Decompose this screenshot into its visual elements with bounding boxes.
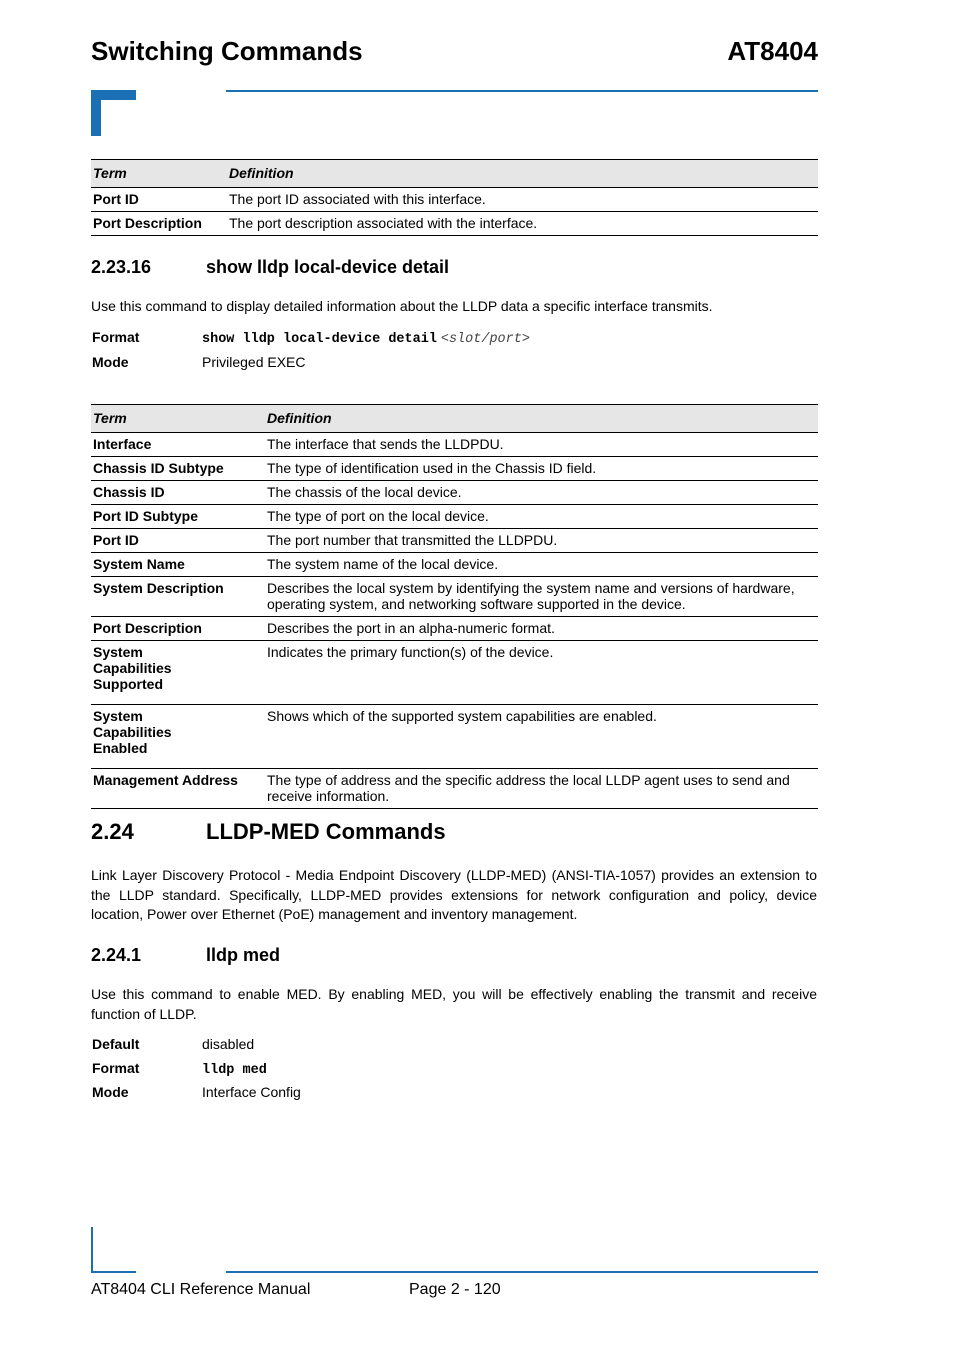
page-header-title: Switching Commands — [91, 36, 363, 66]
format-label: Format — [92, 329, 140, 345]
table-row — [91, 553, 818, 577]
section-title-2-23-16: show lldp local-device detail — [206, 257, 450, 277]
section-title-2-24-1: lldp med — [206, 945, 281, 965]
table-row — [91, 188, 818, 212]
format-value — [202, 329, 530, 347]
section-title-2-24: LLDP-MED Commands — [206, 819, 446, 844]
term-cell: System Capabilities Enabled — [91, 705, 265, 769]
table-row — [91, 433, 818, 457]
table-row — [91, 641, 818, 705]
section-intro-2-24: Link Layer Discovery Protocol - Media Endpoint Discovery (LLDP-MED) (ANSI-TIA-1057) provides an extension to the LLDP standard. Specifically, LLDP-MED provides extensions for network configuration and policy, device location, Power over Ethernet (PoE) management and inventory management. — [91, 867, 817, 922]
mode-value: Privileged EXEC — [202, 354, 306, 370]
term-cell: Management Address — [91, 769, 265, 809]
definition-cell: The type of port on the local device. — [265, 505, 818, 529]
footer-logo-horizontal — [91, 1271, 136, 1273]
table-row — [91, 212, 818, 236]
default-label: Default — [92, 1036, 140, 1052]
format-value — [202, 1060, 267, 1078]
table-row — [91, 481, 818, 505]
command-argument: <slot/port> — [440, 332, 530, 347]
definition-cell: The chassis of the local device. — [265, 481, 818, 505]
table-header-row — [91, 405, 818, 433]
term-cell: Interface — [91, 433, 265, 457]
definition-table-2 — [91, 404, 818, 809]
term-cell: Port ID Subtype — [91, 505, 265, 529]
table-row — [91, 577, 818, 617]
section-intro-2-24-1: Use this command to enable MED. By enabling MED, you will be effectively enabling the transmit and receive function of LLDP. — [91, 986, 817, 1022]
term-cell: System Name — [91, 553, 265, 577]
corner-logo-vertical — [91, 90, 101, 136]
term-cell: System Capabilities Supported — [91, 641, 265, 705]
table-row — [91, 457, 818, 481]
mode-label: Mode — [92, 354, 129, 370]
term-cell: Port ID — [91, 529, 265, 553]
definition-cell: The port description associated with the interface. — [227, 212, 818, 236]
term-cell: Port Description — [91, 212, 227, 236]
table-row — [91, 705, 818, 769]
command-syntax: show lldp local-device detail — [202, 332, 437, 347]
definition-cell: The port ID associated with this interface. — [227, 188, 818, 212]
definition-cell: The system name of the local device. — [265, 553, 818, 577]
term-column-header: Term — [91, 405, 265, 433]
definition-cell: The interface that sends the LLDPDU. — [265, 433, 818, 457]
definition-table-1 — [91, 159, 818, 236]
definition-cell: Shows which of the supported system capabilities are enabled. — [265, 705, 818, 769]
term-cell: Port ID — [91, 188, 227, 212]
definition-column-header: Definition — [265, 405, 818, 433]
table-row — [91, 617, 818, 641]
mode-value: Interface Config — [202, 1084, 301, 1100]
term-cell: Port Description — [91, 617, 265, 641]
definition-column-header: Definition — [227, 160, 818, 188]
mode-label: Mode — [92, 1084, 129, 1100]
definition-cell: Describes the port in an alpha-numeric format. — [265, 617, 818, 641]
section-number-2-23-16: 2.23.16 — [91, 257, 152, 277]
term-cell: Chassis ID Subtype — [91, 457, 265, 481]
term-cell: Chassis ID — [91, 481, 265, 505]
page-header-model: AT8404 — [727, 36, 818, 66]
table-row — [91, 769, 818, 809]
term-column-header: Term — [91, 160, 227, 188]
table-header-row — [91, 160, 818, 188]
definition-cell: The type of identification used in the Chassis ID field. — [265, 457, 818, 481]
definition-cell: The port number that transmitted the LLDPDU. — [265, 529, 818, 553]
header-rule — [226, 90, 818, 92]
footer-rule — [226, 1271, 818, 1273]
definition-cell: The type of address and the specific address the local LLDP agent uses to send and receive information. — [265, 769, 818, 809]
section-number-2-24: 2.24 — [91, 819, 134, 844]
footer-manual-title: AT8404 CLI Reference Manual — [91, 1281, 311, 1298]
section-intro-2-23-16: Use this command to display detailed information about the LLDP data a specific interface transmits. — [91, 298, 713, 314]
table-row — [91, 505, 818, 529]
definition-cell: Describes the local system by identifying the system name and versions of hardware, operating system, and networking software supported in the device. — [265, 577, 818, 617]
definition-cell: Indicates the primary function(s) of the device. — [265, 641, 818, 705]
footer-page-number: Page 2 - 120 — [409, 1281, 501, 1298]
section-number-2-24-1: 2.24.1 — [91, 945, 142, 965]
default-value: disabled — [202, 1036, 255, 1052]
footer-logo-vertical — [91, 1227, 93, 1273]
table-row — [91, 529, 818, 553]
format-label: Format — [92, 1060, 140, 1076]
term-cell: System Description — [91, 577, 265, 617]
command-syntax: lldp med — [202, 1063, 267, 1078]
